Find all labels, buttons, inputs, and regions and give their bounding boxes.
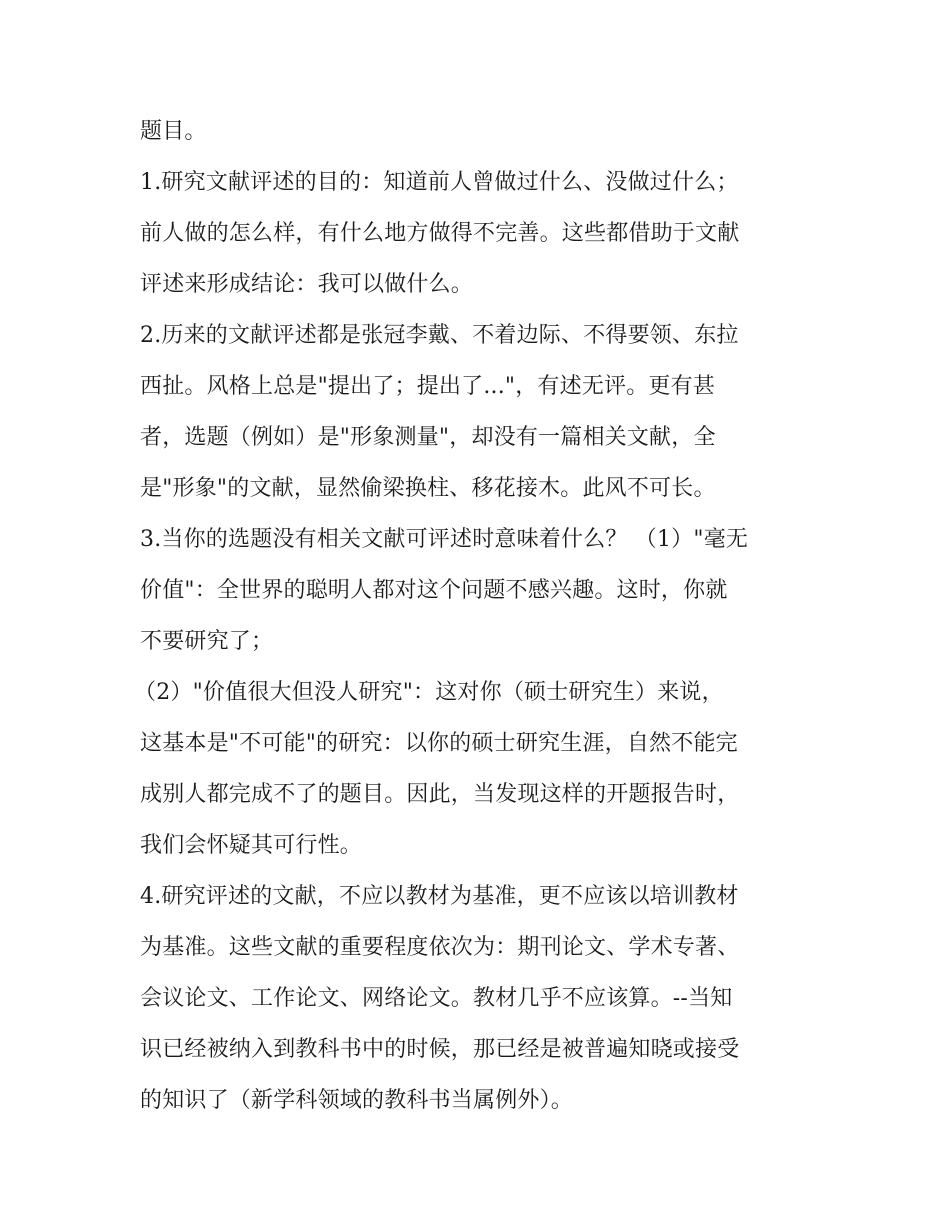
text-line: 1.研究文献评述的目的：知道前人曾做过什么、没做过什么； [140,170,739,195]
text-line: 前人做的怎么样，有什么地方做得不完善。这些都借助于文献 [140,221,740,246]
text-line: 者，选题（例如）是"形象测量"，却没有一篇相关文献，全 [140,425,716,450]
text-line: 西扯。风格上总是"提出了；提出了..."，有述无评。更有甚 [140,374,716,399]
text-line: 的知识了（新学科领域的教科书当属例外）。 [140,1088,574,1113]
text-line: （2）"价值很大但没人研究"：这对你（硕士研究生）来说， [134,680,724,705]
text-line: 题目。 [140,119,207,144]
text-line: 2.历来的文献评述都是张冠李戴、不着边际、不得要领、东拉 [140,323,739,348]
text-line: 我们会怀疑其可行性。 [140,833,363,858]
text-line: 会议论文、工作论文、网络论文。教材几乎不应该算。--当知 [140,986,733,1011]
text-line: 3.当你的选题没有相关文献可评述时意味着什么？ （1）"毫无 [140,527,749,552]
text-line: 价值"：全世界的聪明人都对这个问题不感兴趣。这时，你就 [140,578,728,603]
document-body [134,106,820,1126]
text-line: 4.研究评述的文献，不应以教材为基准，更不应该以培训教材 [140,884,739,909]
text-line: 成别人都完成不了的题目。因此，当发现这样的开题报告时， [140,782,740,807]
text-line: 不要研究了； [140,629,274,654]
text-line: 这基本是"不可能"的研究：以你的硕士研究生涯，自然不能完 [140,731,738,756]
text-line: 评述来形成结论：我可以做什么。 [140,272,474,297]
text-line: 识已经被纳入到教科书中的时候，那已经是被普遍知晓或接受 [140,1037,740,1062]
text-line: 是"形象"的文献，显然偷梁换柱、移花接木。此风不可长。 [140,476,716,501]
text-line: 为基准。这些文献的重要程度依次为：期刊论文、学术专著、 [140,935,740,960]
